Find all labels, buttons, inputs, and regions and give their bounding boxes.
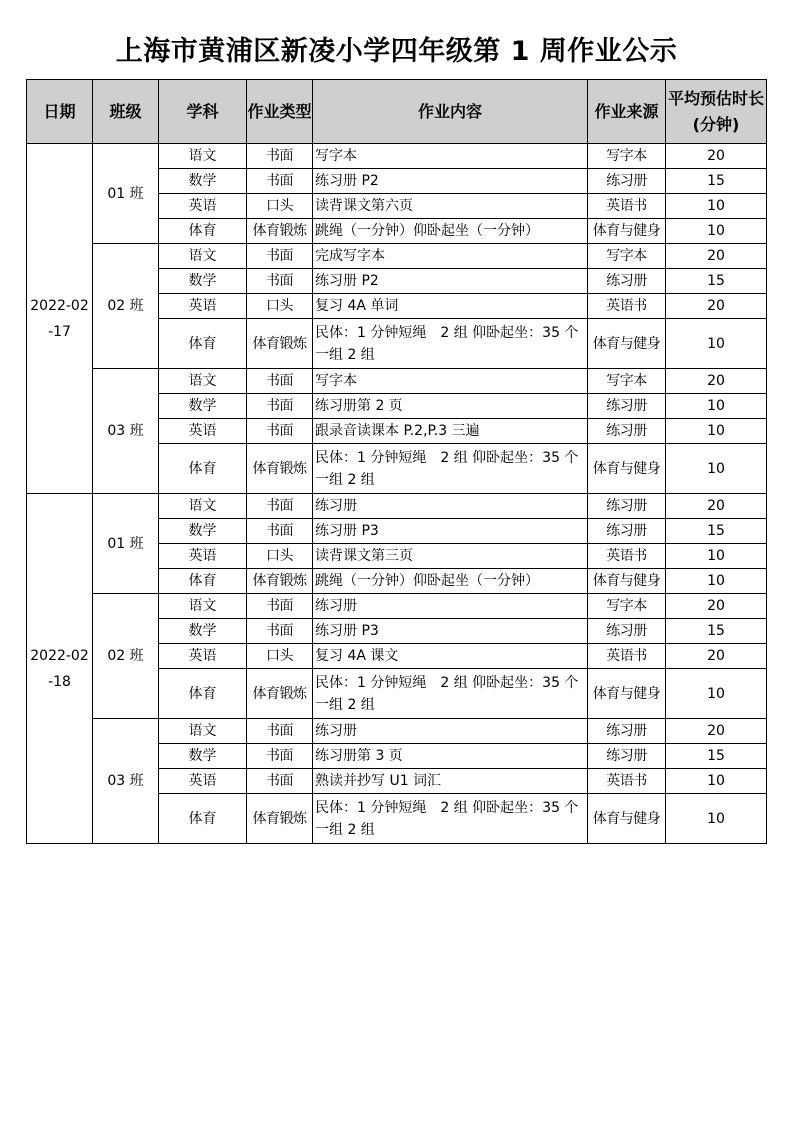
subject-cell: 语文 <box>159 594 247 619</box>
minutes-cell: 15 <box>666 744 767 769</box>
content-cell: 复习 4A 单词 <box>313 294 588 319</box>
subject-cell: 体育 <box>159 219 247 244</box>
minutes-cell: 20 <box>666 369 767 394</box>
type-cell: 书面 <box>247 269 313 294</box>
content-cell: 写字本 <box>313 369 588 394</box>
content-cell: 读背课文第六页 <box>313 194 588 219</box>
subject-cell: 英语 <box>159 194 247 219</box>
subject-cell: 语文 <box>159 494 247 519</box>
source-cell: 体育与健身 <box>588 794 666 844</box>
type-cell: 体育锻炼 <box>247 669 313 719</box>
type-cell: 书面 <box>247 369 313 394</box>
minutes-cell: 10 <box>666 444 767 494</box>
source-cell: 英语书 <box>588 294 666 319</box>
subject-cell: 体育 <box>159 794 247 844</box>
content-cell: 完成写字本 <box>313 244 588 269</box>
type-cell: 口头 <box>247 194 313 219</box>
type-cell: 书面 <box>247 744 313 769</box>
source-cell: 写字本 <box>588 244 666 269</box>
content-cell: 跳绳（一分钟）仰卧起坐（一分钟） <box>313 219 588 244</box>
subject-cell: 数学 <box>159 394 247 419</box>
minutes-cell: 10 <box>666 544 767 569</box>
source-cell: 英语书 <box>588 644 666 669</box>
source-cell: 体育与健身 <box>588 219 666 244</box>
content-cell: 练习册 <box>313 594 588 619</box>
content-cell: 熟读并抄写 U1 词汇 <box>313 769 588 794</box>
source-cell: 练习册 <box>588 494 666 519</box>
subject-cell: 语文 <box>159 719 247 744</box>
header-date: 日期 <box>27 80 93 144</box>
source-cell: 练习册 <box>588 744 666 769</box>
minutes-cell: 10 <box>666 569 767 594</box>
source-cell: 体育与健身 <box>588 569 666 594</box>
source-cell: 写字本 <box>588 144 666 169</box>
class-cell: 01 班 <box>93 494 159 594</box>
source-cell: 练习册 <box>588 419 666 444</box>
type-cell: 书面 <box>247 519 313 544</box>
source-cell: 练习册 <box>588 719 666 744</box>
subject-cell: 英语 <box>159 294 247 319</box>
minutes-cell: 10 <box>666 769 767 794</box>
minutes-cell: 15 <box>666 519 767 544</box>
minutes-cell: 15 <box>666 269 767 294</box>
minutes-cell: 20 <box>666 494 767 519</box>
type-cell: 口头 <box>247 644 313 669</box>
content-cell: 练习册第 3 页 <box>313 744 588 769</box>
content-cell: 练习册 <box>313 494 588 519</box>
minutes-cell: 10 <box>666 219 767 244</box>
subject-cell: 体育 <box>159 444 247 494</box>
subject-cell: 数学 <box>159 619 247 644</box>
table-row <box>27 719 767 744</box>
type-cell: 体育锻炼 <box>247 319 313 369</box>
minutes-cell: 15 <box>666 169 767 194</box>
date-cell: 2022-02-17 <box>27 144 93 494</box>
table-row <box>27 594 767 619</box>
minutes-cell: 10 <box>666 319 767 369</box>
minutes-cell: 20 <box>666 719 767 744</box>
header-subject: 学科 <box>159 80 247 144</box>
content-cell: 民体：1 分钟短绳 2 组 仰卧起坐：35 个一组 2 组 <box>313 444 588 494</box>
source-cell: 英语书 <box>588 544 666 569</box>
minutes-cell: 10 <box>666 194 767 219</box>
minutes-cell: 15 <box>666 619 767 644</box>
source-cell: 英语书 <box>588 194 666 219</box>
header-content: 作业内容 <box>313 80 588 144</box>
type-cell: 书面 <box>247 244 313 269</box>
content-cell: 跳绳（一分钟）仰卧起坐（一分钟） <box>313 569 588 594</box>
type-cell: 书面 <box>247 619 313 644</box>
minutes-cell: 10 <box>666 419 767 444</box>
source-cell: 练习册 <box>588 169 666 194</box>
type-cell: 书面 <box>247 769 313 794</box>
type-cell: 书面 <box>247 494 313 519</box>
minutes-cell: 20 <box>666 594 767 619</box>
type-cell: 口头 <box>247 294 313 319</box>
header-minutes: 平均预估时长(分钟) <box>666 80 767 144</box>
class-cell: 03 班 <box>93 719 159 844</box>
content-cell: 练习册 P3 <box>313 619 588 644</box>
content-cell: 练习册 P2 <box>313 169 588 194</box>
type-cell: 书面 <box>247 419 313 444</box>
content-cell: 民体：1 分钟短绳 2 组 仰卧起坐：35 个一组 2 组 <box>313 669 588 719</box>
type-cell: 书面 <box>247 594 313 619</box>
table-row <box>27 369 767 394</box>
minutes-cell: 20 <box>666 244 767 269</box>
source-cell: 练习册 <box>588 394 666 419</box>
source-cell: 练习册 <box>588 619 666 644</box>
source-cell: 写字本 <box>588 594 666 619</box>
header-type: 作业类型 <box>247 80 313 144</box>
content-cell: 民体：1 分钟短绳 2 组 仰卧起坐：35 个一组 2 组 <box>313 319 588 369</box>
type-cell: 口头 <box>247 544 313 569</box>
homework-table <box>26 79 767 844</box>
content-cell: 读背课文第三页 <box>313 544 588 569</box>
minutes-cell: 10 <box>666 394 767 419</box>
content-cell: 练习册 P3 <box>313 519 588 544</box>
subject-cell: 语文 <box>159 244 247 269</box>
subject-cell: 英语 <box>159 419 247 444</box>
type-cell: 体育锻炼 <box>247 569 313 594</box>
type-cell: 体育锻炼 <box>247 794 313 844</box>
source-cell: 体育与健身 <box>588 669 666 719</box>
content-cell: 练习册 P2 <box>313 269 588 294</box>
source-cell: 写字本 <box>588 369 666 394</box>
subject-cell: 英语 <box>159 769 247 794</box>
class-cell: 02 班 <box>93 594 159 719</box>
minutes-cell: 10 <box>666 669 767 719</box>
subject-cell: 语文 <box>159 144 247 169</box>
minutes-cell: 20 <box>666 144 767 169</box>
type-cell: 书面 <box>247 394 313 419</box>
type-cell: 体育锻炼 <box>247 444 313 494</box>
subject-cell: 体育 <box>159 669 247 719</box>
subject-cell: 英语 <box>159 544 247 569</box>
source-cell: 练习册 <box>588 269 666 294</box>
minutes-cell: 10 <box>666 794 767 844</box>
subject-cell: 数学 <box>159 269 247 294</box>
minutes-cell: 20 <box>666 644 767 669</box>
date-cell: 2022-02-18 <box>27 494 93 844</box>
header-class: 班级 <box>93 80 159 144</box>
source-cell: 体育与健身 <box>588 444 666 494</box>
type-cell: 体育锻炼 <box>247 219 313 244</box>
type-cell: 书面 <box>247 169 313 194</box>
source-cell: 英语书 <box>588 769 666 794</box>
header-source: 作业来源 <box>588 80 666 144</box>
content-cell: 练习册第 2 页 <box>313 394 588 419</box>
content-cell: 跟录音读课本 P.2,P.3 三遍 <box>313 419 588 444</box>
table-row <box>27 144 767 169</box>
type-cell: 书面 <box>247 719 313 744</box>
subject-cell: 数学 <box>159 169 247 194</box>
source-cell: 体育与健身 <box>588 319 666 369</box>
subject-cell: 体育 <box>159 319 247 369</box>
subject-cell: 体育 <box>159 569 247 594</box>
minutes-cell: 20 <box>666 294 767 319</box>
content-cell: 民体：1 分钟短绳 2 组 仰卧起坐：35 个一组 2 组 <box>313 794 588 844</box>
subject-cell: 语文 <box>159 369 247 394</box>
header-row <box>27 80 767 144</box>
table-row <box>27 494 767 519</box>
content-cell: 练习册 <box>313 719 588 744</box>
type-cell: 书面 <box>247 144 313 169</box>
class-cell: 01 班 <box>93 144 159 244</box>
class-cell: 03 班 <box>93 369 159 494</box>
content-cell: 写字本 <box>313 144 588 169</box>
table-body <box>27 144 767 844</box>
content-cell: 复习 4A 课文 <box>313 644 588 669</box>
class-cell: 02 班 <box>93 244 159 369</box>
subject-cell: 数学 <box>159 744 247 769</box>
subject-cell: 英语 <box>159 644 247 669</box>
page-title: 上海市黄浦区新凌小学四年级第 1 周作业公示 <box>115 36 678 67</box>
subject-cell: 数学 <box>159 519 247 544</box>
table-row <box>27 244 767 269</box>
source-cell: 练习册 <box>588 519 666 544</box>
